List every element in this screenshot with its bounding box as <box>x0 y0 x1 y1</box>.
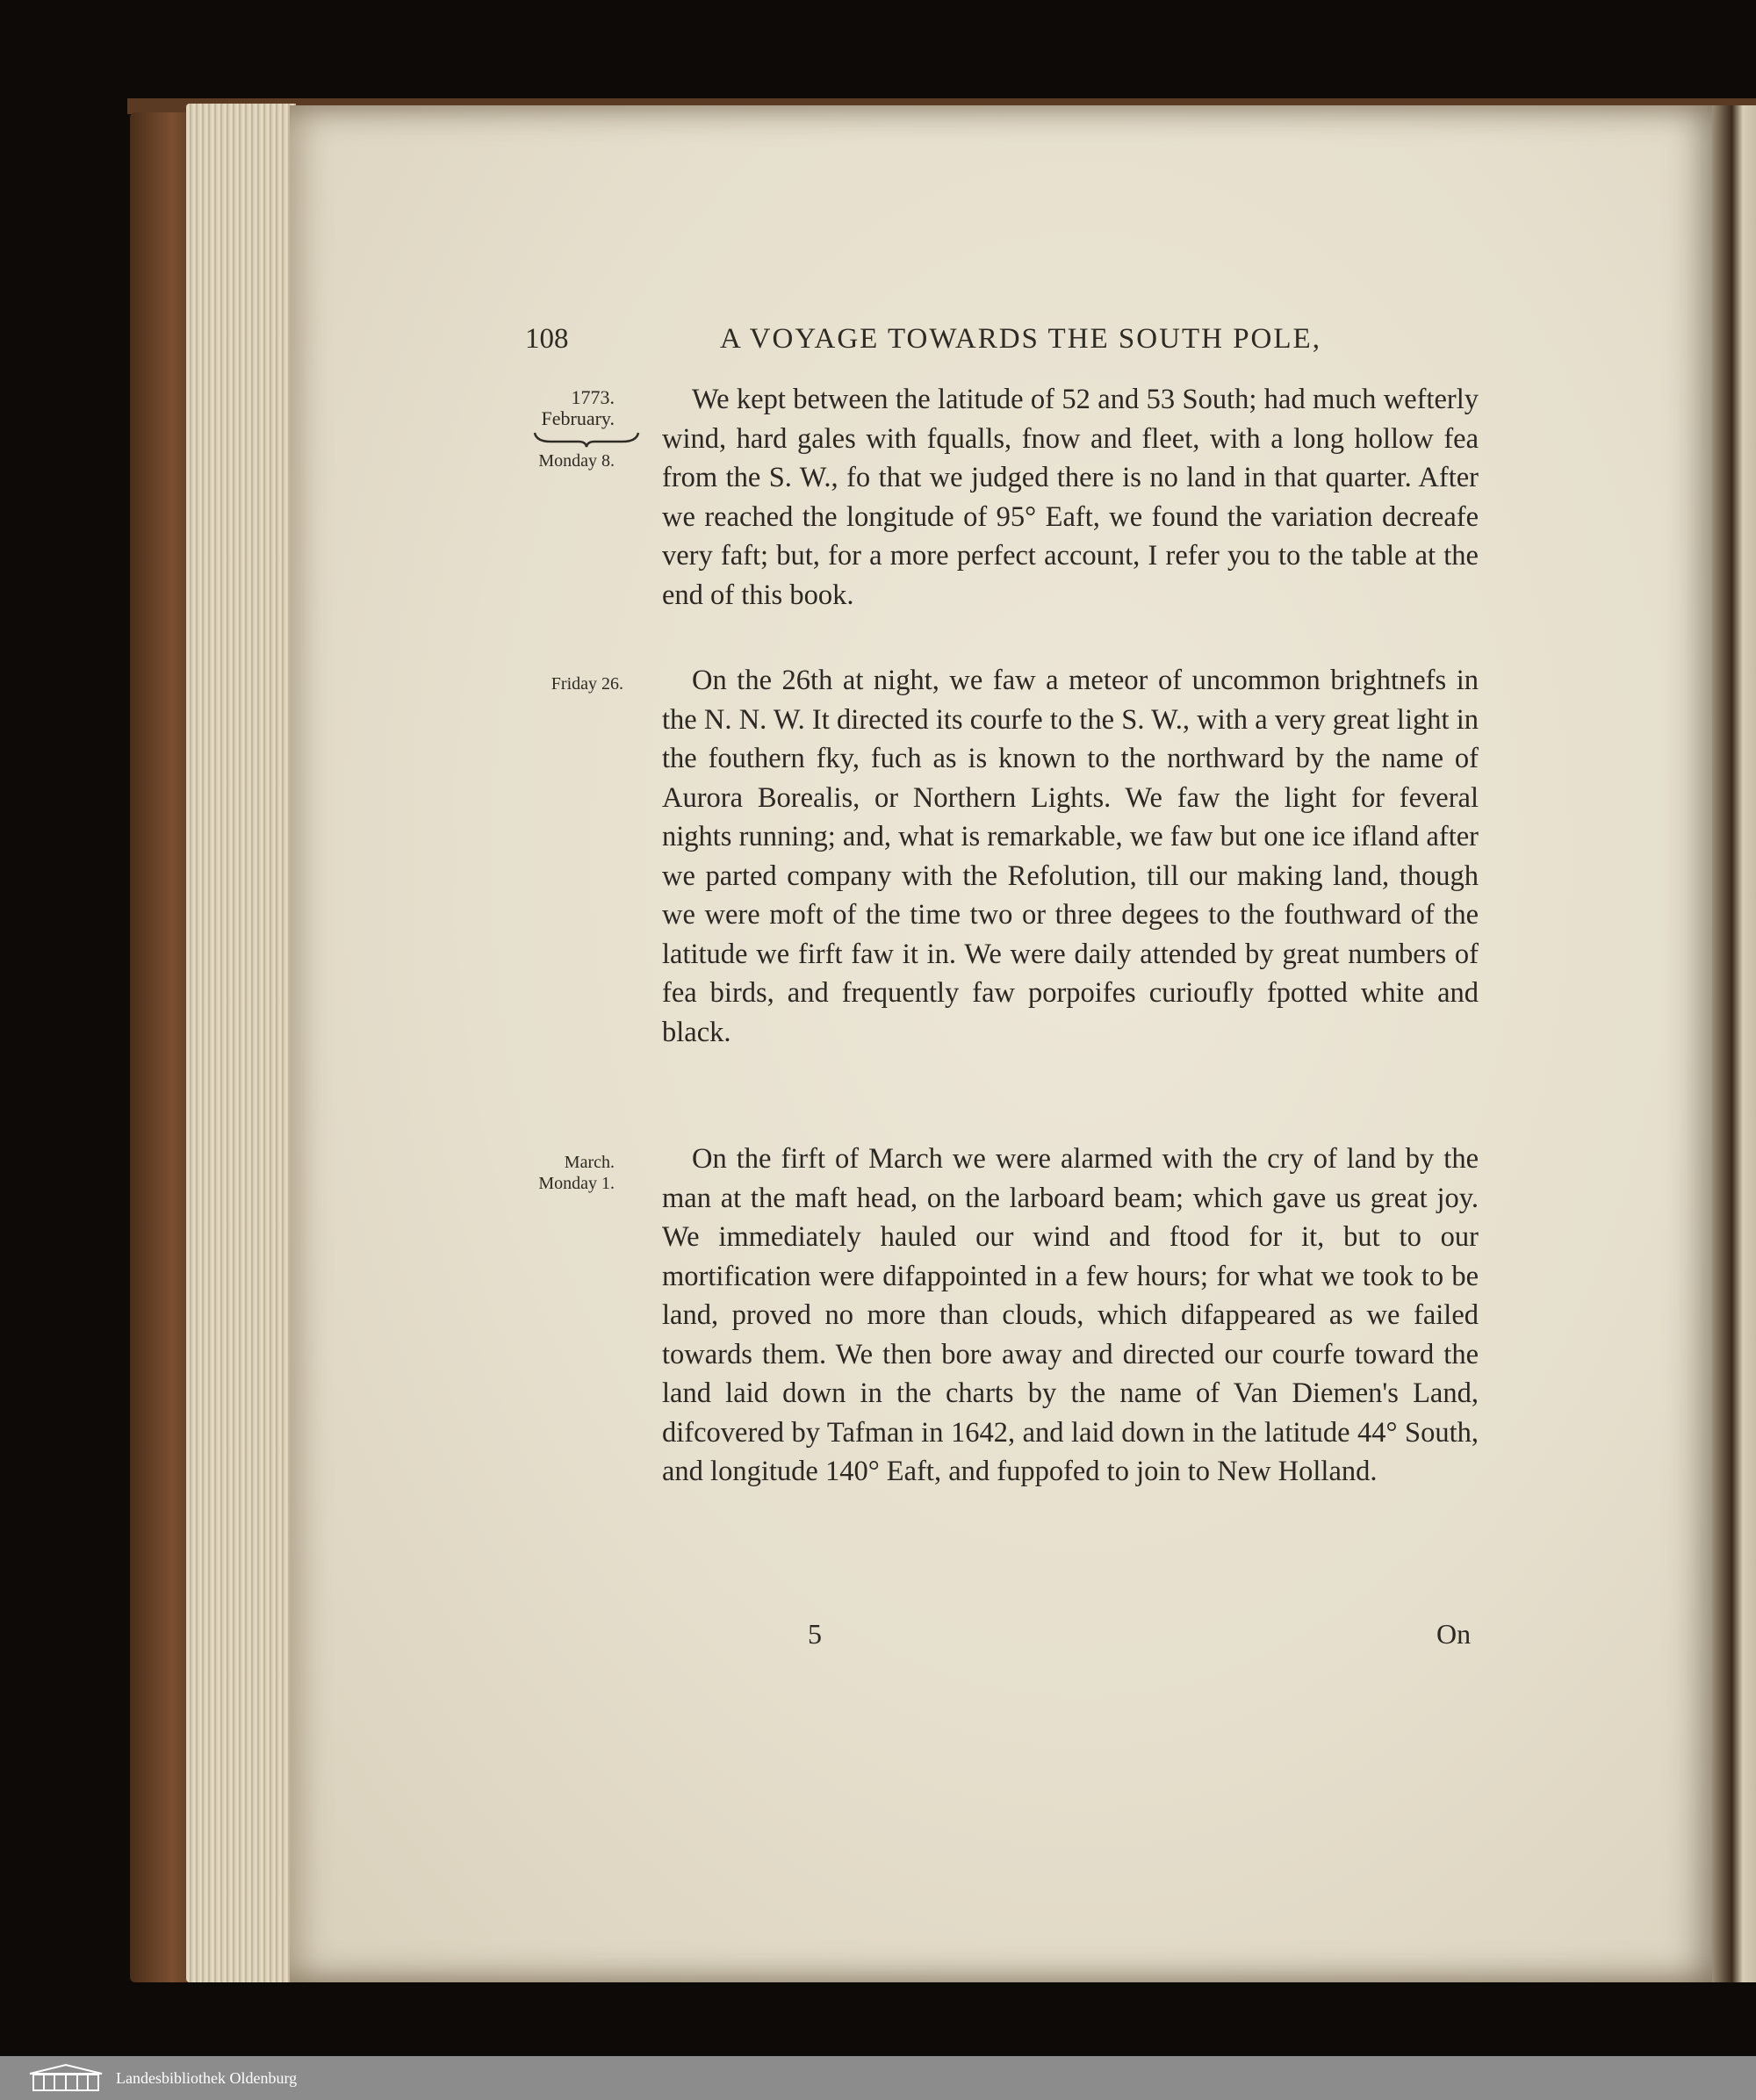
library-building-icon <box>26 2063 105 2093</box>
margin-note-day: Monday 1. <box>538 1174 615 1193</box>
signature-mark: 5 <box>808 1618 822 1650</box>
page-number: 108 <box>525 323 569 355</box>
book-gutter <box>1712 105 1756 1982</box>
library-footer <box>0 2056 1756 2100</box>
margin-note-month: February. <box>541 407 615 429</box>
paragraph-2: On the 26th at night, we faw a meteor of uncommon brightnefs in the N. N. W. It directed its courfe to the S. W., with a very great light in the fouthern fky, fuch as is known to the northward by the name of Aurora Borealis, or Northern Lights. We faw the light for feveral nights running; and, what is remarkable, we faw but one ice ifland after we parted company with the Refolution, till our making land, though we were moft of the time two or three degees to the fouthward of the latitude we firft faw it in. We were daily attended by great numbers of fea birds, and frequently faw porpoifes curioufly fpotted white and black. <box>662 665 1479 1048</box>
page-edges <box>186 104 296 1982</box>
page-header <box>525 323 1478 376</box>
margin-brace <box>533 431 640 449</box>
library-name: Landesbibliothek Oldenburg <box>116 2068 298 2087</box>
margin-note-month: March. <box>564 1153 615 1172</box>
margin-note-date <box>525 387 615 429</box>
margin-note-monday-8: Monday 8. <box>538 451 615 471</box>
paragraph-1: We kept between the latitude of 52 and 53 South; had much wefterly wind, hard gales with fqualls, fnow and fleet, with a long hollow fea from the S. W., fo that we judged there is no land in that quarter. After we reached the longitude of 95° Eaft, we found the variation decreafe very faft; but, for a more perfect account, I refer you to the table at the end of this book. <box>662 384 1479 611</box>
catchword: On <box>1436 1618 1472 1650</box>
running-head: A VOYAGE TOWARDS THE SOUTH POLE, <box>720 323 1321 355</box>
paragraph-3: On the firft of March we were alarmed with the cry of land by the man at the maft head, on the larboard beam; which gave us great joy. We immediately hauled our wind and ftood for it, but to our mortification were difappointed in a few hours; for what we took to be land, proved no more than clouds, which difappeared as we failed towards them. We then bore away and directed our courfe toward the land laid down in the charts by the name of Van Diemen's Land, difcovered by Tafman in 1642, and laid down in the latitude 44° South, and longitude 140° Eaft, and fuppofed to join to New Holland. <box>662 1143 1479 1487</box>
margin-note-year: 1773. <box>571 386 615 408</box>
margin-note-friday-26: Friday 26. <box>551 674 623 694</box>
margin-note-march <box>525 1152 615 1194</box>
